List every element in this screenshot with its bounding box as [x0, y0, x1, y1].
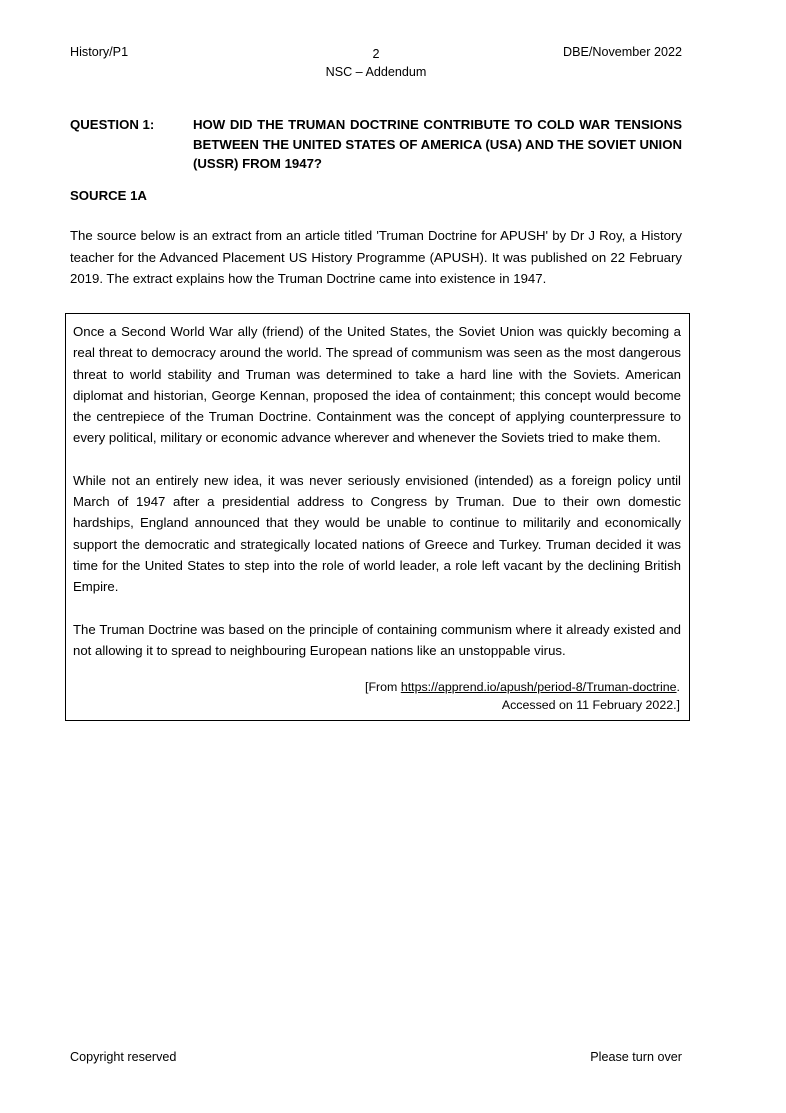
question-heading	[70, 115, 682, 174]
header-subject-code: History/P1	[70, 45, 129, 59]
source-paragraph: Once a Second World War ally (friend) of the United States, the Soviet Union was quickly becoming a real threat to democracy around the world. The spread of communism was seen as the most dangerous threat to world stability and Truman was determined to take a hard line with the Soviets. American diplomat and historian, George Kennan, proposed the idea of containment; this concept would become the centrepiece of the Truman Doctrine. Containment was the concept of applying counterpressure to every political, military or economic advance wherever and whenever the Soviets tried to make them.	[73, 324, 681, 446]
source-introduction: The source below is an extract from an article titled 'Truman Doctrine for APUSH' by Dr J Roy, a History teacher for the Advanced Placement US History Programme (APUSH). It was published on 22 February 2019. The extract explains how the Truman Doctrine came into existence in 1947.	[70, 228, 682, 286]
source-citation	[73, 679, 681, 714]
source-paragraph: While not an entirely new idea, it was never seriously envisioned (intended) as a foreign policy until March of 1947 after a presidential address to Congress by Truman. Due to their own domestic hardships, England announced that they would be unable to continue to militarily and economically support the democratic and strategically located nations of Greece and Turkey. Truman decided it was time for the United States to step into the role of world leader, a role left vacant by the declining British Empire.	[73, 472, 681, 595]
source-label: SOURCE 1A	[70, 188, 147, 203]
page-number: 2	[372, 47, 380, 61]
source-paragraph: The Truman Doctrine was based on the principle of containing communism where it already existed and not allowing it to spread to neighbouring European nations like an unstoppable virus.	[73, 621, 681, 658]
footer-turn-over: Please turn over	[590, 1050, 682, 1064]
footer-copyright: Copyright reserved	[70, 1050, 177, 1064]
question-text: HOW DID THE TRUMAN DOCTRINE CONTRIBUTE TO COLD WAR TENSIONS BETWEEN THE UNITED STATES OF AMERICA (USA) AND THE SOVIET UNION (USSR) FROM 1947?	[193, 117, 682, 171]
header-document-title: NSC – Addendum	[325, 65, 427, 79]
running-header	[70, 45, 682, 85]
source-extract-box	[65, 313, 690, 721]
question-row	[70, 115, 682, 174]
header-exam-session: DBE/November 2022	[562, 45, 682, 59]
citation-prefix: [From	[365, 680, 401, 695]
citation-accessed-date: Accessed on 11 February 2022.]	[501, 697, 680, 712]
question-label: QUESTION 1:	[70, 117, 155, 132]
citation-suffix: .	[676, 680, 680, 695]
citation-url-link[interactable]: https://apprend.io/apush/period-8/Truman-doctrine	[400, 680, 677, 695]
